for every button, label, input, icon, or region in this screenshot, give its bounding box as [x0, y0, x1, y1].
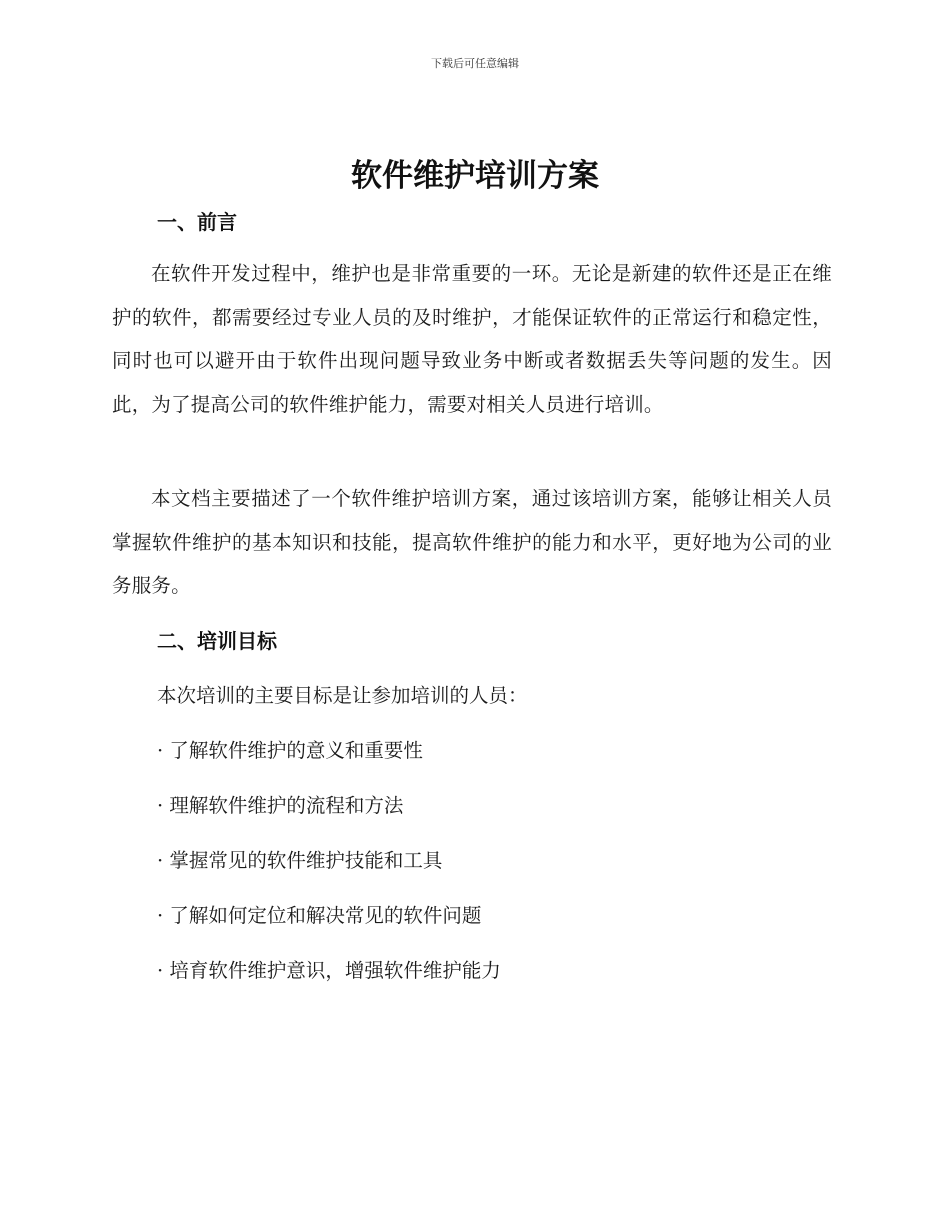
goal-item: · 了解如何定位和解决常见的软件问题 [157, 904, 482, 927]
goals-intro: 本次培训的主要目标是让参加培训的人员： [157, 684, 528, 707]
section-heading-preface: 一、前言 [157, 210, 237, 234]
section-heading-goals: 二、培训目标 [157, 629, 277, 653]
page-header: 下载后可任意编辑 [431, 57, 519, 70]
document-title: 软件维护培训方案 [351, 158, 599, 194]
goal-item: · 培育软件维护意识，增强软件维护能力 [157, 959, 501, 982]
preface-paragraph-1: 在软件开发过程中，维护也是非常重要的一环。无论是新建的软件还是正在维护的软件，都需要经过专业人员的及时维护，才能保证软件的正常运行和稳定性，同时也可以避开由于软件出现问题导致业务中断或者数据丢失等问题的发生。因此，为了提高公司的软件维护能力，需要对相关人员进行培训。 [112, 262, 832, 416]
goal-item: · 理解软件维护的流程和方法 [157, 794, 404, 817]
preface-paragraph-2: 本文档主要描述了一个软件维护培训方案，通过该培训方案，能够让相关人员掌握软件维护的基本知识和技能，提高软件维护的能力和水平，更好地为公司的业务服务。 [112, 487, 832, 597]
goal-item: · 了解软件维护的意义和重要性 [157, 739, 423, 762]
goal-item: · 掌握常见的软件维护技能和工具 [157, 849, 443, 872]
